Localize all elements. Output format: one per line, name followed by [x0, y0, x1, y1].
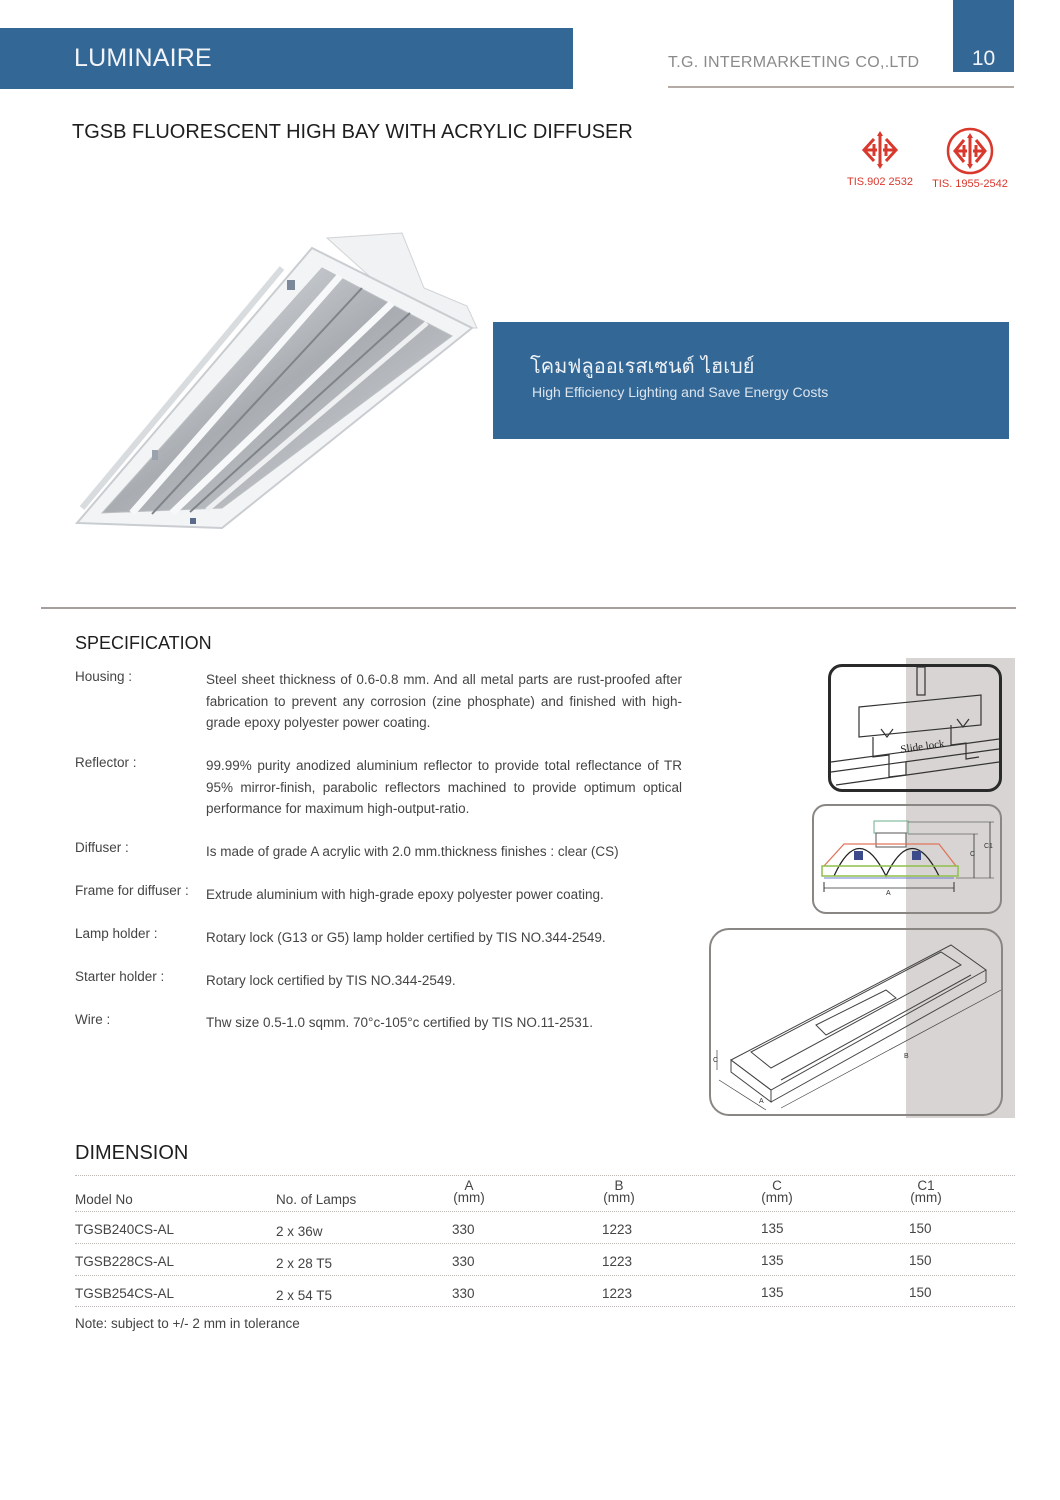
product-title: TGSB FLUORESCENT HIGH BAY WITH ACRYLIC DIFFUSER: [72, 121, 633, 143]
spec-label-housing: Housing :: [75, 669, 133, 684]
cell-c1: 150: [909, 1285, 932, 1300]
cross-section-illustration: [814, 806, 1000, 912]
luminaire-illustration: [72, 228, 492, 538]
slide-lock-label: Slide lock: [899, 737, 946, 756]
column-header-a: A (mm): [453, 1178, 485, 1205]
dimension-c-label: C: [713, 1057, 719, 1064]
spec-text-starter-holder: Rotary lock certified by TIS NO.344-2549.: [206, 973, 456, 988]
table-header-row: [75, 1175, 1015, 1211]
cell-b: 1223: [602, 1254, 633, 1269]
cell-b: 1223: [602, 1222, 633, 1237]
spec-label-wire: Wire :: [75, 1012, 111, 1027]
header-divider: [668, 86, 1014, 88]
spec-text-housing: Steel sheet thickness of 0.6-0.8 mm. And all metal parts are rust-proofed after fabrication to prevent any corrosion (zine phosphate) and finished with high-grade epoxy polyester power coating.: [206, 672, 682, 730]
specification-heading: SPECIFICATION: [75, 633, 212, 653]
table-row: [75, 1211, 1015, 1243]
cross-section-diagram: [812, 804, 1002, 914]
tis-standard-mark-icon: [860, 130, 900, 170]
cell-lamps: 2 x 54 T5: [276, 1288, 333, 1303]
column-header-c1: C1 (mm): [910, 1178, 942, 1205]
cell-a: 330: [452, 1286, 475, 1301]
spec-label-reflector: Reflector :: [75, 755, 137, 770]
dimension-c-label: C: [970, 851, 976, 858]
tagline-thai: โคมฟลูออเรสเซนต์ ไฮเบย์: [530, 354, 755, 378]
tis-circle-mark-icon: [946, 127, 994, 175]
column-header-b: B (mm): [603, 1178, 635, 1205]
dimension-table: [75, 1175, 1015, 1307]
cell-lamps: 2 x 36w: [276, 1224, 323, 1239]
spec-text-lamp-holder: Rotary lock (G13 or G5) lamp holder certified by TIS NO.344-2549.: [206, 930, 606, 945]
cell-model: TGSB240CS-AL: [75, 1222, 175, 1237]
cell-c: 135: [761, 1253, 784, 1268]
dimension-b-label: B: [904, 1053, 909, 1060]
cell-model: TGSB254CS-AL: [75, 1286, 175, 1301]
cell-model: TGSB228CS-AL: [75, 1254, 175, 1269]
isometric-diagram: [709, 928, 1003, 1116]
page-number: 10: [971, 47, 996, 70]
spec-label-lamp-holder: Lamp holder :: [75, 926, 158, 941]
dimension-heading: DIMENSION: [75, 1142, 189, 1164]
table-row: [75, 1243, 1015, 1275]
spec-label-diffuser: Diffuser :: [75, 840, 129, 855]
table-row: [75, 1275, 1015, 1307]
spec-label-frame: Frame for diffuser :: [75, 883, 189, 898]
spec-text-frame: Extrude aluminium with high-grade epoxy polyester power coating.: [206, 887, 604, 902]
cell-c: 135: [761, 1221, 784, 1236]
isometric-housing-illustration: [711, 930, 1001, 1114]
spec-label-starter-holder: Starter holder :: [75, 969, 165, 984]
dimension-c1-label: C1: [984, 843, 993, 850]
company-name: T.G. INTERMARKETING CO,.LTD: [668, 54, 920, 71]
cell-c1: 150: [909, 1253, 932, 1268]
product-photo: [72, 228, 492, 538]
certification-tis-902: [836, 130, 924, 188]
cell-b: 1223: [602, 1286, 633, 1301]
spec-text-reflector: 99.99% purity anodized aluminium reflector to provide total reflectance of TR 95% mirror-finish, parabolic reflectors machined to provide optimum optical performance for maximum high-output-ratio.: [206, 758, 682, 816]
certification-tis-1955: [924, 127, 1016, 190]
certification-label: TIS.902 2532: [846, 176, 914, 188]
cell-a: 330: [452, 1222, 475, 1237]
cell-lamps: 2 x 28 T5: [276, 1256, 333, 1271]
spec-text-wire: Thw size 0.5-1.0 sqmm. 70°c-105°c certified by TIS NO.11-2531.: [206, 1015, 593, 1030]
section-divider: [41, 607, 1016, 609]
certification-label: TIS. 1955-2542: [932, 178, 1008, 190]
tolerance-note: Note: subject to +/- 2 mm in tolerance: [75, 1316, 300, 1331]
dimension-a-label: A: [886, 890, 891, 897]
cell-c: 135: [761, 1285, 784, 1300]
column-header-lamps: No. of Lamps: [276, 1192, 357, 1207]
cell-c1: 150: [909, 1221, 932, 1236]
mounting-diagram: [828, 664, 1002, 792]
tagline-english: High Efficiency Lighting and Save Energy Costs: [532, 384, 829, 400]
column-header-model: Model No: [75, 1192, 133, 1207]
slide-lock-mounting-illustration: [831, 667, 999, 789]
dimension-a-label: A: [759, 1098, 764, 1105]
column-header-c: C (mm): [761, 1178, 793, 1205]
spec-text-diffuser: Is made of grade A acrylic with 2.0 mm.thickness finishes : clear (CS): [206, 844, 619, 859]
cell-a: 330: [452, 1254, 475, 1269]
section-title: LUMINAIRE: [74, 44, 212, 72]
